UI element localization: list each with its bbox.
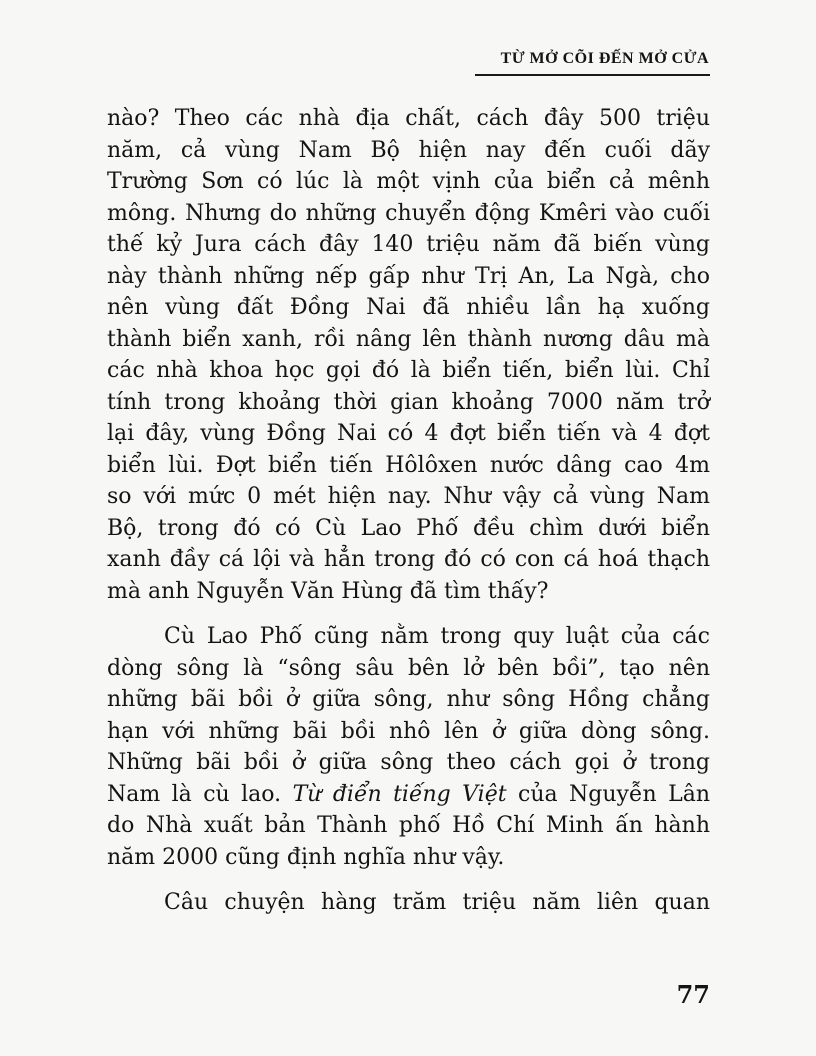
text-line-with-title [107,779,710,811]
text-line: Câu chuyện hàng trăm triệu năm liên quan [164,890,710,915]
text-line: năm, cả vùng Nam Bộ hiện nay đến cuối dãy [107,137,710,163]
paragraph-2 [107,621,710,873]
text-line: biển lùi. Đợt biển tiến Hôlôxen nước dâng cao 4m [107,452,710,478]
text-line: mông. Nhưng do những chuyển động Kmêri vào cuối [107,200,710,226]
text-line: thế kỷ Jura cách đây 140 triệu năm đã biến vùng [107,232,710,257]
text-line: thành biển xanh, rồi nâng lên thành nương dâu mà [107,326,710,352]
text-line: do Nhà xuất bản Thành phố Hồ Chí Minh ấn hành [107,813,710,838]
paragraph-3 [107,887,710,919]
text-line: mà anh Nguyễn Văn Hùng đã tìm thấy? [107,578,549,604]
text-run: Nam là cù lao. [107,781,293,807]
text-line: này thành những nếp gấp như Trị An, La Ngà, cho [107,263,710,289]
text-line: Bộ, trong đó có Cù Lao Phố đều chìm dưới biển [107,515,710,541]
book-title: Từ điển tiếng Việt [292,781,507,807]
text-line: các nhà khoa học gọi đó là biển tiến, biển lùi. Chỉ [107,358,710,383]
text-line: hạn với những bãi bồi nhô lên ở giữa dòng sông. [107,718,710,744]
header-rule [475,74,710,76]
text-line: so với mức 0 mét hiện nay. Như vậy cả vùng Nam [107,484,710,509]
page-number: 77 [676,980,710,1009]
text-line: Những bãi bồi ở giữa sông theo cách gọi ở trong [107,750,710,775]
text-run: của Nguyễn Lân [506,781,710,807]
text-line: lại đây, vùng Đồng Nai có 4 đợt biển tiến và 4 đợt [107,421,710,446]
paragraph-1 [107,103,710,607]
body-text [107,103,710,919]
running-head-title: TỪ MỞ CÕI ĐẾN MỞ CỬA [500,50,709,67]
text-line: dòng sông là “sông sâu bên lở bên bồi”, tạo nên [107,655,710,681]
text-line: năm 2000 cũng định nghĩa như vậy. [107,844,505,870]
text-line: Cù Lao Phố cũng nằm trong quy luật của các [164,624,710,649]
text-line: Trường Sơn có lúc là một vịnh của biển cả mênh [107,169,710,194]
text-line: tính trong khoảng thời gian khoảng 7000 năm trở [107,389,710,415]
text-line: nào? Theo các nhà địa chất, cách đây 500 triệu [107,106,710,131]
text-line: xanh đầy cá lội và hẳn trong đó có con cá hoá thạch [107,547,710,572]
text-line: nên vùng đất Đồng Nai đã nhiều lần hạ xuống [107,295,710,320]
text-line: những bãi bồi ở giữa sông, như sông Hồng chẳng [107,687,710,712]
